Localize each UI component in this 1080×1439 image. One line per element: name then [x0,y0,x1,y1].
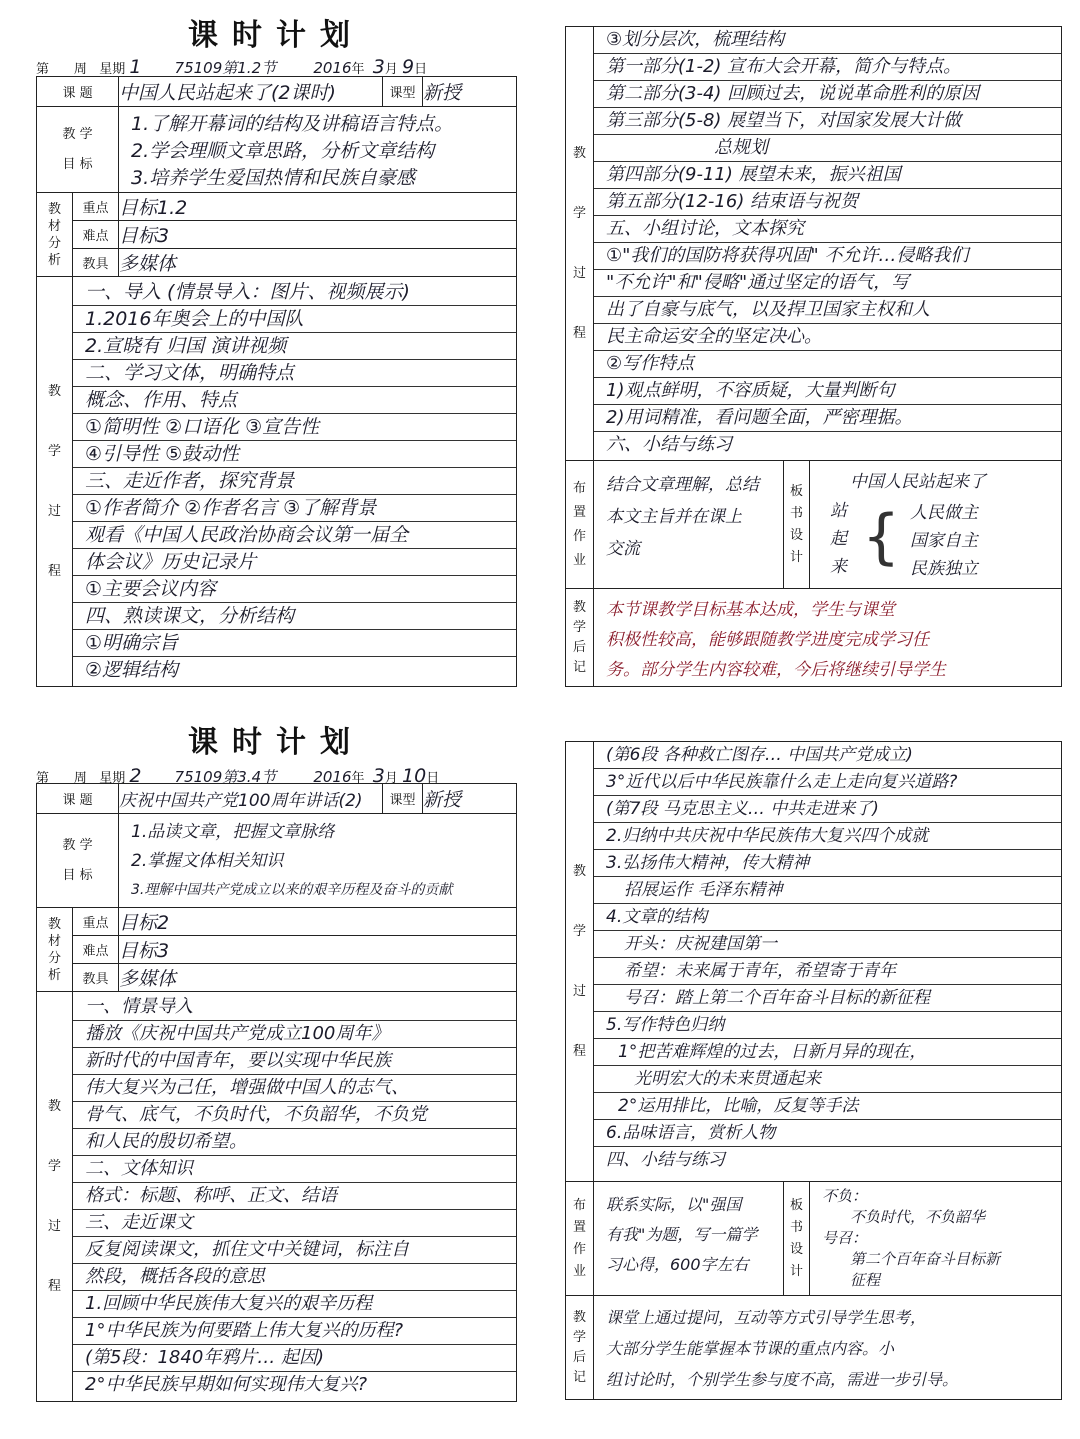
analysis-label: 教 材 分 析 [37,193,73,277]
class-value: 75109第1.2节 [174,59,277,77]
process-line: 民主命运安全的坚定决心。 [594,324,1061,351]
topic-value: 中国人民站起来了(2课时) [119,77,383,107]
process-line: (第5段：1840年鸦片… 起因) [73,1345,516,1372]
process-line: 出了自豪与底气，以及捍卫国家主权和人 [594,297,1061,324]
process-line: 一、导入 (情景导入：图片、视频展示) [73,279,516,306]
process-line: ④引导性 ⑤鼓动性 [73,441,516,468]
class-value: 75109第3.4节 [174,768,277,786]
process-line: ①明确宗旨 [73,630,516,657]
process-line: ①作者简介 ②作者名言 ③了解背景 [73,495,516,522]
process-line: 第五部分(12-16) 结束语与祝贺 [594,189,1061,216]
process-line: 然段，概括各段的意思 [73,1264,516,1291]
process-line: 第三部分(5-8) 展望当下，对国家发展大计做 [594,108,1061,135]
process-line: 四、熟读课文，分析结构 [73,603,516,630]
homework-label: 布 置 作 业 [566,461,594,589]
process-line: 1.回顾中华民族伟大复兴的艰辛历程 [73,1291,516,1318]
process-line: 六、小结与练习 [606,434,732,455]
difficulty-value: 目标3 [119,221,517,249]
goal-item: 1.品读文章，把握文章脉络 [131,822,335,842]
board-label: 板 书 设 计 [784,461,810,589]
homework-text: 联系实际，以"强国 有我"为题，写一篇学 习心得，600字左右 [594,1182,784,1296]
lesson-plan-sheet-1 [0,0,535,715]
lesson-plan-table [36,783,517,1402]
process-line: 1.2016年奥会上的中国队 [73,306,516,333]
month-value: 3 [372,765,385,787]
tools-value: 多媒体 [119,249,517,277]
goal-item: 2.学会理顺文章思路，分析文章结构 [131,140,435,162]
process-lines [594,742,1062,1182]
goal-item: 1.了解开幕词的结构及讲稿语言特点。 [131,113,454,135]
process-line: 6.品味语言，赏析人物 [594,1120,1061,1147]
process-line: 和人民的殷切希望。 [73,1129,516,1156]
process-line: 总规划 [594,135,1061,162]
day-value: 10 [402,765,427,787]
board-left-col: 站 起 来 [830,501,847,577]
lesson-plan-sheet-3 [0,715,535,1439]
process-line: 希望：未来属于青年，希望寄于青年 [594,958,1061,985]
sheet-title: 课时计划 [188,18,364,53]
process-line: 二、学习文体，明确特点 [73,360,516,387]
process-label: 教 学 过 程 [37,277,73,687]
month-value: 3 [372,56,385,78]
process-line: 2°运用排比，比喻，反复等手法 [594,1093,1061,1120]
reflection-label: 教 学 后 记 [566,1296,594,1400]
reflection-text: 课堂上通过提问，互动等方式引导学生思考， 大部分学生能掌握本节课的重点内容。小 组讨论时，个别学生参与度不高，需进一步引导。 [594,1296,1062,1400]
goal-item: 2.掌握文体相关知识 [131,851,284,871]
reflection-label: 教 学 后 记 [566,589,594,687]
process-line: 4.文章的结构 [594,904,1061,931]
process-line: 1°中华民族为何要踏上伟大复兴的历程? [73,1318,516,1345]
weekday-value: 1 [129,56,142,78]
process-line: 三、走近课文 [73,1210,516,1237]
process-line: 1)观点鲜明，不容质疑，大量判断句 [594,378,1061,405]
year-value: 2016 [313,768,352,786]
process-line: 三、走近作者，探究背景 [73,468,516,495]
sheet-header: 第 周 星期 2 75109第3.4节 2016年 3月 10日 [36,765,440,787]
goal-item: 3.培养学生爱国热情和民族自豪感 [131,167,416,189]
process-line: 光明宏大的未来贯通起来 [594,1066,1061,1093]
process-line: (第6段 各种救亡图存… 中国共产党成立) [594,742,1061,769]
tools-value: 多媒体 [119,964,517,992]
type-value: 新授 [423,77,517,107]
process-line: 格式：标题、称呼、正文、结语 [73,1183,516,1210]
process-line: ③划分层次，梳理结构 [594,27,1061,54]
process-line: 新时代的中国青年，要以实现中华民族 [73,1048,516,1075]
process-line: 1°把苦难辉煌的过去，日新月异的现在， [594,1039,1061,1066]
type-label: 课型 [383,77,423,107]
process-line: 第一部分(1-2) 宣布大会开幕，简介与特点。 [594,54,1061,81]
sheet-header: 第 周 星期 1 75109第1.2节 2016年 3月 9日 [36,56,428,78]
process-line: 体会议》历史记录片 [73,549,516,576]
year-value: 2016 [313,59,352,77]
process-line: "不允许"和"侵略"通过坚定的语气，写 [594,270,1061,297]
process-label: 教 学 过 程 [566,27,594,461]
board-brace: { [862,502,901,572]
process-line: 招展运作 毛泽东精神 [594,877,1061,904]
process-line: 五、小组讨论，文本探究 [594,216,1061,243]
board-right-col: 人民做主 国家自主 民族独立 [910,503,978,579]
analysis-label: 教 材 分 析 [37,908,73,992]
lesson-plan-table [565,741,1062,1400]
topic-value: 庆祝中国共产党100周年讲话(2) [119,784,383,814]
goals-list [119,814,517,908]
process-line: ①简明性 ②口语化 ③宣告性 [73,414,516,441]
focus-value: 目标1.2 [119,193,517,221]
lesson-plan-table [36,76,517,687]
process-label: 教 学 过 程 [566,742,594,1182]
goals-list [119,107,517,193]
topic-label: 课 题 [37,784,119,814]
process-line: 2.归纳中共庆祝中华民族伟大复兴四个成就 [594,823,1061,850]
topic-label: 课 题 [37,77,119,107]
difficulty-value: 目标3 [119,936,517,964]
process-line: 观看《中国人民政治协商会议第一届全 [73,522,516,549]
process-line: 骨气、底气，不负时代，不负韶华，不负党 [73,1102,516,1129]
process-line: 2.宣晓有 归国 演讲视频 [73,333,516,360]
process-line: ①主要会议内容 [73,576,516,603]
process-line: 一、情景导入 [73,994,516,1021]
process-line: 3.弘扬伟大精神，传大精神 [594,850,1061,877]
process-line: 2)用词精准，看问题全面，严密理据。 [594,405,1061,432]
focus-value: 目标2 [119,908,517,936]
board-label: 板 书 设 计 [784,1182,810,1296]
process-line: 第四部分(9-11) 展望未来，振兴祖国 [594,162,1061,189]
process-line: 号召：踏上第二个百年奋斗目标的新征程 [594,985,1061,1012]
board-design [810,461,1062,589]
lesson-plan-table [565,26,1062,687]
type-value: 新授 [423,784,517,814]
lesson-plan-sheet-4 [545,715,1080,1439]
weekday-value: 2 [129,765,142,787]
process-line: 5.写作特色归纳 [594,1012,1061,1039]
homework-text: 结合文章理解，总结 本文主旨并在课上 交流 [594,461,784,589]
difficulty-label: 难点 [73,221,119,249]
process-line: 3°近代以后中华民族靠什么走上走向复兴道路? [594,769,1061,796]
board-title: 中国人民站起来了 [850,472,986,492]
reflection-text: 本节课教学目标基本达成，学生与课堂 积极性较高，能够跟随教学进度完成学习任 务。部分学生内容较难，今后将继续引导学生 [594,589,1062,687]
process-lines [594,27,1062,461]
lesson-plan-sheet-2 [545,0,1080,715]
process-line: 开头：庆祝建国第一 [594,931,1061,958]
process-line: 二、文体知识 [73,1156,516,1183]
process-lines [73,992,517,1402]
process-line: 概念、作用、特点 [73,387,516,414]
type-label: 课型 [383,784,423,814]
homework-label: 布 置 作 业 [566,1182,594,1296]
process-line: 2°中华民族早期如何实现伟大复兴? [85,1374,368,1395]
tools-label: 教具 [73,964,119,992]
process-line: ②逻辑结构 [85,659,179,681]
process-line: 反复阅读课文，抓住文中关键词，标注自 [73,1237,516,1264]
process-line: 播放《庆祝中国共产党成立100周年》 [73,1021,516,1048]
goals-label: 教 学 目 标 [37,814,119,908]
goals-label: 教 学 目 标 [37,107,119,193]
process-line: ①"我们的国防将获得巩固" 不允许…侵略我们 [594,243,1061,270]
focus-label: 重点 [73,908,119,936]
process-line: ②写作特点 [594,351,1061,378]
process-line: 第二部分(3-4) 回顾过去，说说革命胜利的原因 [594,81,1061,108]
sheet-title: 课时计划 [188,725,364,760]
process-line: 四、小结与练习 [606,1150,725,1170]
tools-label: 教具 [73,249,119,277]
process-lines [73,277,517,687]
process-label: 教 学 过 程 [37,992,73,1402]
process-line: (第7段 马克思主义… 中共走进来了) [594,796,1061,823]
day-value: 9 [402,56,415,78]
focus-label: 重点 [73,193,119,221]
board-design: 不负： 不负时代，不负韶华 号召： 第二个百年奋斗目标新 征程 [810,1182,1062,1296]
difficulty-label: 难点 [73,936,119,964]
goal-item: 3.理解中国共产党成立以来的艰辛历程及奋斗的贡献 [131,882,453,898]
process-line: 伟大复兴为己任，增强做中国人的志气、 [73,1075,516,1102]
